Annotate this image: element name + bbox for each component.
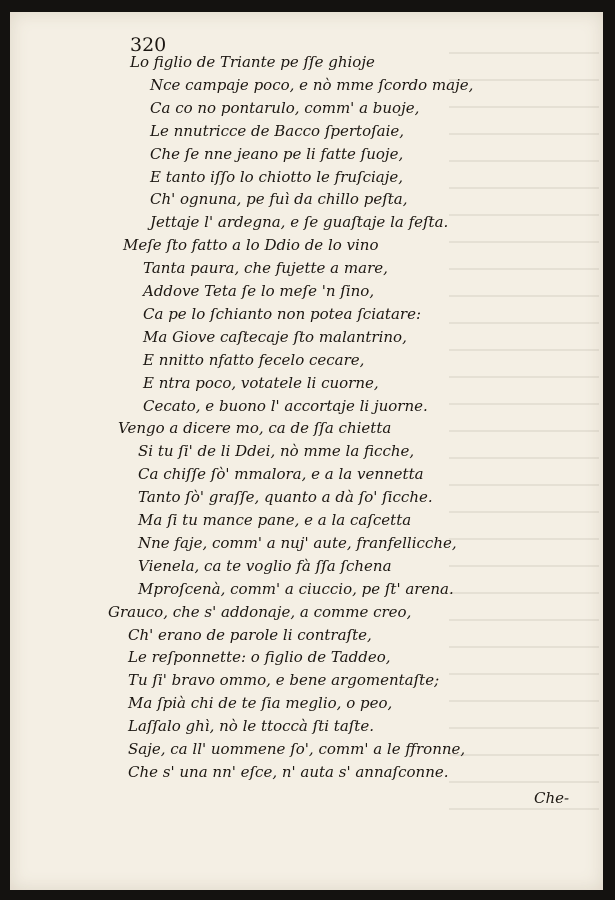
verse-line: Tu ſi' bravo ommo, e bene argomentaſte; [128,671,440,690]
page-number: 320 [130,34,167,56]
show-through-text [449,52,599,812]
verse-line: Nne faje, comm' a nuj' aute, franfellicche, [138,533,457,552]
verse-line: Vienela, ca te voglio fà ſſa ſchena [138,556,392,575]
verse-line: Vengo a dicere mo, ca de ſſa chietta [118,419,392,438]
verse-line: Grauco, che s' addonaje, a comme creo, [108,602,412,621]
verse-line: Ma Giove caſtecaje ſto malantrino, [143,327,407,346]
verse-line: Tanto ſò' graſſe, quanto a dà ſo' ſicche. [138,488,433,507]
verse-line: Tanta paura, che fujette a mare, [143,259,388,278]
verse-line: Nce campaje poco, e nò mme ſcordo maje, [150,75,474,94]
verse-line: Le reſponnette: o figlio de Taddeo, [128,648,391,667]
verse-line: E nnitto nfatto fecelo cecare, [143,350,365,369]
verse-line: Ca co no pontarulo, comm' a buoje, [150,98,420,117]
verse-line: E tanto iſſo lo chiotto le fruſciaje, [150,167,404,186]
verse-line: Ma ſi tu mance pane, e a la caſcetta [138,511,412,529]
verse-line: Le nnutricce de Bacco ſpertoſaie, [150,121,405,140]
verse-line: Jettaje l' ardegna, e ſe guaſtaje la feſta. [150,213,449,232]
verse-line: Si tu ſi' de li Ddei, nò mme la ficche, [138,442,415,461]
verse-line: Laſſalo ghì, nò le ttoccà ſti taſte. [128,717,374,736]
book-page [10,12,603,890]
verse-line: Che ſe nne jeano pe li fatte ſuoje, [150,144,404,163]
verse-line: Ma ſpià chi de te ſia meglio, o peo, [128,694,393,713]
catchword: Che- [534,788,570,807]
verse-line: Ch' erano de parole li contraſte, [128,625,372,644]
verse-line: Ch' ognuna, pe fuì da chillo peſta, [150,190,408,209]
verse-line: Ca chiſſe ſò' mmalora, e a la vennetta [138,465,424,484]
verse-line: Che s' una nn' eſce, n' auta s' annaſconne. [128,762,449,781]
verse-line: Addove Teta ſe lo meſe 'n ſino, [143,282,375,300]
verse-line: Cecato, e buono l' accortaje li juorne. [143,396,428,415]
verse-line: Saje, ca ll' uommene ſo', comm' a le ffronne, [128,740,466,758]
verse-line: Mproſcenà, comm' a ciuccio, pe ſt' arena. [138,579,454,598]
verse-line: Meſe ſto fatto a lo Ddio de lo vino [123,236,379,255]
verse-line: Ca pe lo ſchianto non potea ſciatare: [143,304,422,323]
verse-line: E ntra poco, votatele li cuorne, [143,373,379,392]
verse-line: Lo figlio de Triante pe ſſe ghioje [130,53,375,71]
